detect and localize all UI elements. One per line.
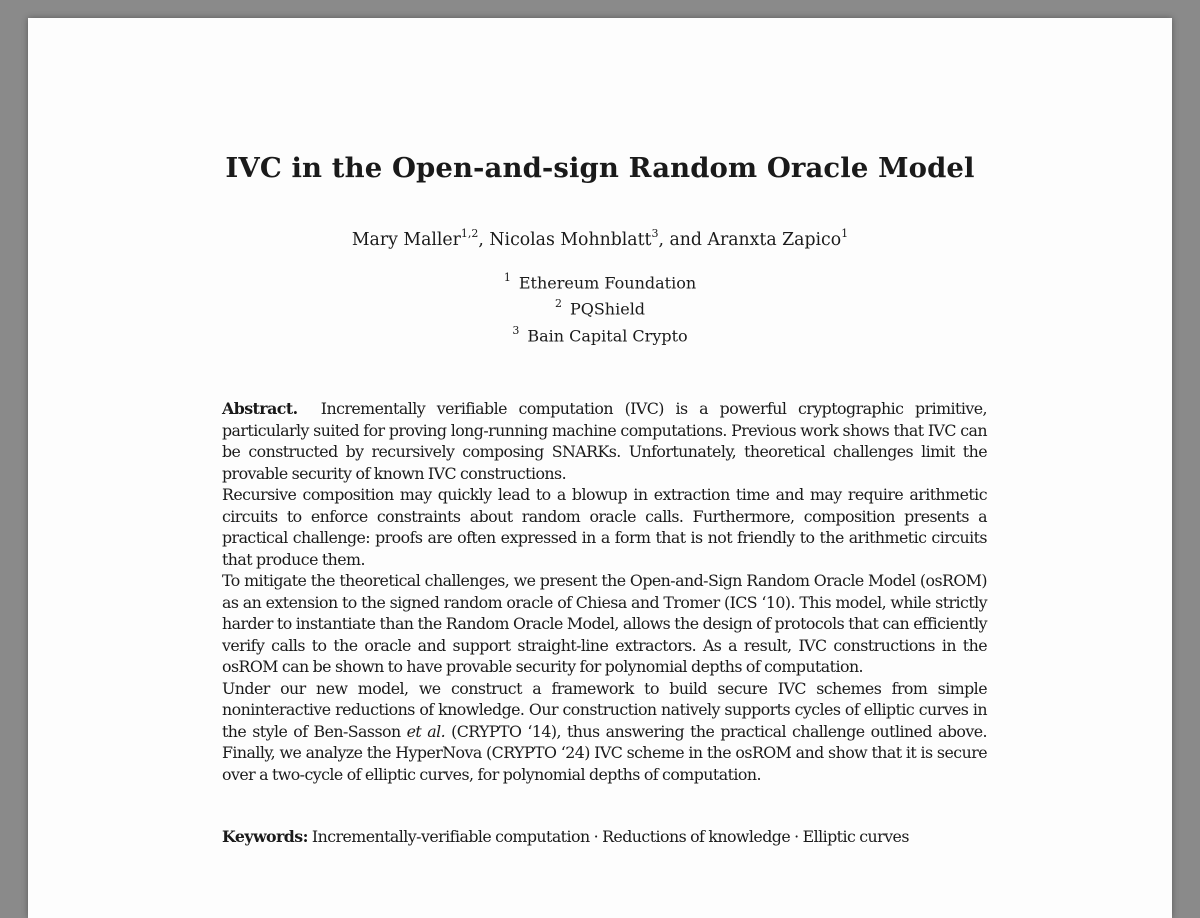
keyword: Incrementally-verifiable computation <box>311 827 590 846</box>
affiliation-number: 2 <box>554 297 562 311</box>
author-affil-sup: 1 <box>841 227 849 240</box>
author-separator: , <box>478 229 490 250</box>
abstract-paragraph <box>222 398 987 484</box>
paper-page <box>28 18 1172 918</box>
author-separator: , and <box>658 229 708 250</box>
affiliation-item <box>28 268 1172 294</box>
abstract-emphasis: et al. <box>406 721 446 741</box>
affiliation-name: PQShield <box>569 299 646 319</box>
author-affil-sup: 1,2 <box>460 227 479 240</box>
affiliation-item <box>28 321 1172 347</box>
author-list <box>28 228 1172 250</box>
affiliation-number: 1 <box>503 271 511 284</box>
abstract-paragraph <box>222 678 987 786</box>
abstract-text: (CRYPTO ‘14), thus answering the practical challenge outlined above. Finally, we analyze the HyperNova (CRYPTO ‘24) IVC scheme in the osROM and show that it is secure over a two-cycle of elliptic curves, for polynomial depths of computation. <box>222 721 988 784</box>
affiliation-name: Ethereum Foundation <box>518 273 697 293</box>
author-name: Aranxta Zapico <box>707 229 842 250</box>
affiliation-list <box>28 268 1172 347</box>
abstract-label: Abstract. <box>222 399 298 418</box>
affiliation-item <box>28 294 1172 320</box>
keyword-separator: · <box>593 827 599 846</box>
abstract-paragraph: Recursive composition may quickly lead to a blowup in extraction time and may require arithmetic circuits to enforce constraints about random oracle calls. Furthermore, composition presents a practical challenge: proofs are often expressed in a form that is not friendly to the arithmetic circuits that produce them. <box>222 485 987 569</box>
keyword: Elliptic curves <box>802 827 909 846</box>
author-name: Nicolas Mohnblatt <box>489 229 652 250</box>
affiliation-number: 3 <box>512 323 520 337</box>
keywords <box>222 827 987 846</box>
abstract-text: Incrementally verifiable computation (IVC) is a powerful cryptographic primitive, particularly suited for proving long-running machine computations. Previous work shows that IVC can be constructed by recursively composing SNARKs. Unfortunately, theoretical challenges limit the provable security of known IVC constructions. <box>222 399 987 483</box>
keyword-separator: · <box>794 827 799 846</box>
abstract <box>222 398 987 785</box>
author-affil-sup: 3 <box>651 227 659 240</box>
author-name: Mary Maller <box>351 229 461 250</box>
abstract-text: Under our new model, we construct a framework to build secure IVC schemes from simple noninteractive reductions of knowledge. Our construction natively supports cycles of elliptic curves in the style of Ben-Sasson <box>222 678 987 741</box>
keyword: Reductions of knowledge <box>602 827 791 846</box>
paper-title: IVC in the Open-and-sign Random Oracle Model <box>225 152 975 184</box>
affiliation-name: Bain Capital Crypto <box>527 325 688 345</box>
abstract-paragraph: To mitigate the theoretical challenges, we present the Open-and-Sign Random Oracle Model (osROM) as an extension to the signed random oracle of Chiesa and Tromer (ICS ‘10). This model, while strictly harder to instantiate than the Random Oracle Model, allows the design of protocols that can efficiently verify calls to the oracle and support straight-line extractors. As a result, IVC constructions in the osROM can be shown to have provable security for polynomial depths of computation. <box>222 571 987 676</box>
keywords-label: Keywords: <box>222 827 308 846</box>
